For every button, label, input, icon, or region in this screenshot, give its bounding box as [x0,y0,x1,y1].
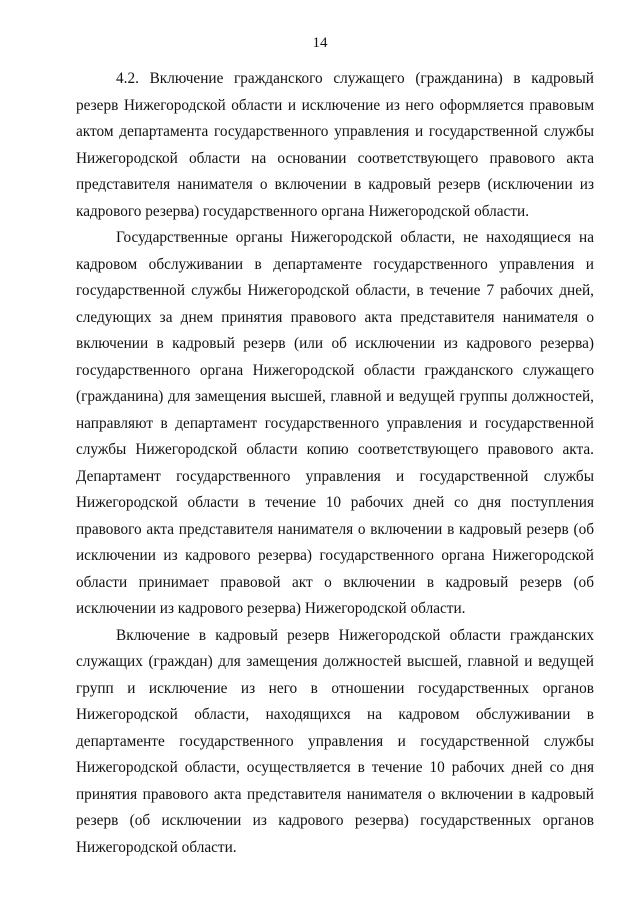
page-number: 14 [312,35,328,51]
paragraph-state-bodies-not-serviced: Государственные органы Нижегородской области, не находящиеся на кадровом обслуживании в департаменте государственного управления и государственной службы Нижегородской области, в течение 7 рабочих дней, следующих за днем принятия правового акта представителя нанимателя о включении в кадровый резерв (или об исключении из кадрового резерва) государственного органа Нижегородской области гражданского служащего (гражданина) для замещения высшей, главной и ведущей группы должностей, направляют в департамент государственного управления и государственной службы Нижегородской области копию соответствующего правового акта. Департамент государственного управления и государственной службы Нижегородской области в течение 10 рабочих дней со дня поступления правового акта представителя нанимателя о включении в кадровый резерв (об исключении из кадрового резерва) государственного органа Нижегородской области принимает правовой акт о включении в кадровый резерв (об исключении из кадрового резерва) Нижегородской области. [76,229,594,617]
paragraph-4-2: 4.2. Включение гражданского служащего (гражданина) в кадровый резерв Нижегородской области и исключение из него оформляется правовым актом департамента государственного управления и государственной службы Нижегородской области на основании соответствующего правового акта представителя нанимателя о включении в кадровый резерв (исключении из кадрового резерва) государственного органа Нижегородской области. [76,70,594,220]
paragraph-state-bodies-serviced: Включение в кадровый резерв Нижегородской области гражданских служащих (граждан) для замещения должностей высшей, главной и ведущей групп и исключение из него в отношении государственных органов Нижегородской области, находящихся на кадровом обслуживании в департаменте государственного управления и государственной службы Нижегородской области, осуществляется в течение 10 рабочих дней со дня принятия правового акта представителя нанимателя о включении в кадровый резерв (об исключении из кадрового резерва) государственных органов Нижегородской области. [76,626,594,856]
body-text [76,66,594,861]
